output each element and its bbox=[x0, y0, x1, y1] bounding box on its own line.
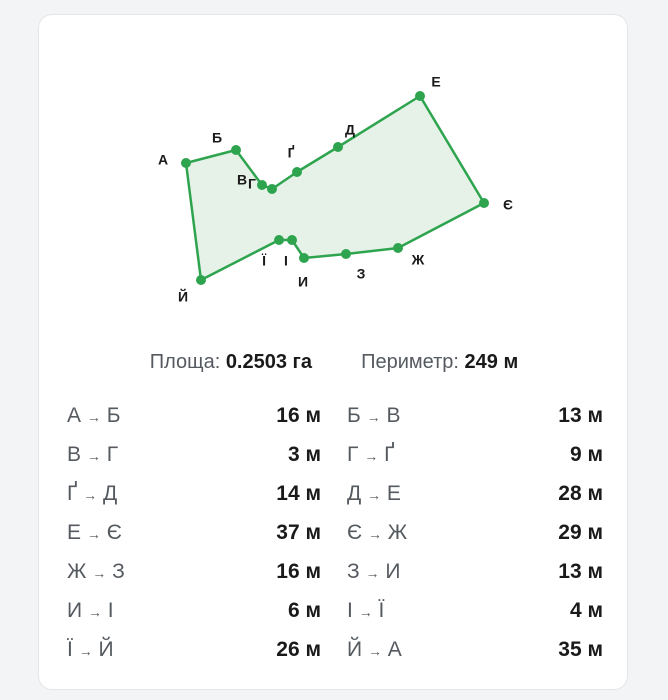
segment-item bbox=[67, 478, 321, 517]
segment-name bbox=[67, 556, 125, 589]
segment-from: И bbox=[67, 599, 83, 622]
segment-to: Ж bbox=[387, 521, 408, 544]
segment-name bbox=[67, 634, 114, 667]
parcel-card bbox=[38, 14, 628, 690]
arrow-right-icon: → bbox=[78, 643, 93, 659]
arrow-right-icon: → bbox=[358, 604, 373, 620]
segment-from: В bbox=[67, 443, 82, 466]
arrow-right-icon: → bbox=[367, 643, 382, 659]
segment-row bbox=[39, 595, 629, 634]
arrow-right-icon: → bbox=[86, 409, 101, 425]
segment-item bbox=[67, 439, 321, 478]
segment-to: Є bbox=[106, 521, 122, 544]
vertex-label: В bbox=[236, 171, 248, 188]
segment-to: Г bbox=[106, 443, 119, 466]
segment-length: 14 м bbox=[276, 482, 321, 505]
arrow-right-icon: → bbox=[366, 409, 381, 425]
perimeter-label: Периметр: bbox=[361, 351, 459, 373]
segment-length: 6 м bbox=[287, 599, 321, 622]
segment-length: 26 м bbox=[276, 638, 321, 661]
vertex-point bbox=[257, 180, 267, 190]
segment-item bbox=[67, 400, 321, 439]
segment-name bbox=[347, 478, 401, 511]
segment-length: 13 м bbox=[558, 404, 603, 427]
segment-from: І bbox=[347, 599, 353, 622]
segment-item bbox=[347, 400, 603, 439]
segment-item bbox=[67, 517, 321, 556]
vertex-point bbox=[267, 184, 277, 194]
arrow-right-icon: → bbox=[367, 487, 382, 503]
segment-row bbox=[39, 517, 629, 556]
vertex-point bbox=[299, 253, 309, 263]
segment-to: Ї bbox=[378, 599, 385, 622]
segment-to: Б bbox=[106, 404, 121, 427]
segment-to: Й bbox=[98, 638, 114, 661]
perimeter-value: 249 м bbox=[464, 351, 519, 373]
segment-item bbox=[347, 556, 603, 595]
segment-row bbox=[39, 556, 629, 595]
vertex-label: Д bbox=[345, 121, 355, 138]
segment-name bbox=[67, 439, 118, 472]
segment-to: Е bbox=[386, 482, 401, 505]
segment-from: Ї bbox=[67, 638, 73, 661]
segment-length: 4 м bbox=[569, 599, 603, 622]
vertex-label: Є bbox=[503, 196, 513, 213]
segment-length: 37 м bbox=[276, 521, 321, 544]
segment-to: Ґ bbox=[384, 443, 395, 466]
segment-lengths-table bbox=[39, 400, 629, 673]
segment-from: Є bbox=[347, 521, 363, 544]
segment-to: І bbox=[107, 599, 114, 622]
area-value: 0.2503 га bbox=[225, 351, 312, 373]
segment-to: З bbox=[112, 560, 125, 583]
vertex-point bbox=[274, 235, 284, 245]
vertex-point bbox=[196, 275, 206, 285]
arrow-right-icon: → bbox=[83, 487, 98, 503]
vertex-label: А bbox=[157, 151, 169, 168]
vertex-label: Й bbox=[177, 288, 189, 305]
vertex-point bbox=[393, 243, 403, 253]
segment-to: В bbox=[386, 404, 401, 427]
parcel-summary bbox=[39, 351, 629, 374]
segment-name bbox=[347, 439, 394, 472]
arrow-right-icon: → bbox=[367, 526, 382, 542]
vertex-point bbox=[287, 235, 297, 245]
segment-from: Е bbox=[67, 521, 82, 544]
vertex-label: Е bbox=[431, 73, 441, 90]
segment-name bbox=[347, 517, 407, 550]
segment-name bbox=[67, 595, 114, 628]
vertex-point bbox=[231, 145, 241, 155]
segment-from: Г bbox=[347, 443, 359, 466]
segment-name bbox=[67, 517, 122, 550]
vertex-point bbox=[341, 249, 351, 259]
segment-row bbox=[39, 478, 629, 517]
arrow-right-icon: → bbox=[364, 448, 379, 464]
arrow-right-icon: → bbox=[87, 604, 102, 620]
segment-length: 28 м bbox=[558, 482, 603, 505]
segment-item bbox=[347, 634, 603, 673]
vertex-label: І bbox=[284, 252, 288, 269]
arrow-right-icon: → bbox=[365, 565, 380, 581]
segment-item bbox=[347, 517, 603, 556]
segment-from: З bbox=[347, 560, 360, 583]
segment-name bbox=[347, 595, 384, 628]
segment-length: 3 м bbox=[287, 443, 321, 466]
segment-item bbox=[347, 439, 603, 478]
segment-length: 13 м bbox=[558, 560, 603, 583]
segment-from: А bbox=[67, 404, 82, 427]
vertex-label: З bbox=[356, 265, 366, 282]
vertex-label: Б bbox=[211, 129, 223, 146]
vertex-point bbox=[333, 142, 343, 152]
segment-row bbox=[39, 439, 629, 478]
segment-name bbox=[347, 556, 400, 589]
segment-name bbox=[67, 478, 117, 511]
vertex-point bbox=[292, 167, 302, 177]
segment-to: Д bbox=[102, 482, 118, 505]
arrow-right-icon: → bbox=[86, 526, 101, 542]
area-label: Площа: bbox=[149, 351, 221, 373]
segment-length: 16 м bbox=[276, 404, 321, 427]
parcel-polygon bbox=[186, 96, 484, 280]
segment-to: А bbox=[387, 638, 402, 661]
segment-from: Ж bbox=[67, 560, 87, 583]
segment-item bbox=[67, 595, 321, 634]
vertex-label: Ґ bbox=[287, 144, 295, 161]
segment-item bbox=[67, 556, 321, 595]
segment-name bbox=[347, 400, 400, 433]
vertex-label: Ж bbox=[411, 251, 425, 268]
segment-length: 29 м bbox=[558, 521, 603, 544]
segment-to: И bbox=[385, 560, 401, 583]
segment-from: Й bbox=[347, 638, 363, 661]
segment-row bbox=[39, 400, 629, 439]
segment-from: Ґ bbox=[67, 482, 78, 505]
vertex-point bbox=[415, 91, 425, 101]
segment-from: Б bbox=[347, 404, 361, 427]
segment-length: 16 м bbox=[276, 560, 321, 583]
vertex-label: И bbox=[297, 273, 309, 290]
segment-name bbox=[67, 400, 120, 433]
segment-length: 9 м bbox=[569, 443, 603, 466]
vertex-label: Г bbox=[248, 175, 256, 192]
segment-length: 35 м bbox=[558, 638, 603, 661]
arrow-right-icon: → bbox=[86, 448, 101, 464]
segment-row bbox=[39, 634, 629, 673]
segment-item bbox=[67, 634, 321, 673]
vertex-label: Ї bbox=[262, 252, 266, 269]
arrow-right-icon: → bbox=[92, 565, 107, 581]
segment-item bbox=[347, 595, 603, 634]
vertex-point bbox=[181, 158, 191, 168]
segment-name bbox=[347, 634, 402, 667]
parcel-plot bbox=[39, 15, 629, 335]
segment-item bbox=[347, 478, 603, 517]
segment-from: Д bbox=[347, 482, 362, 505]
vertex-point bbox=[479, 198, 489, 208]
